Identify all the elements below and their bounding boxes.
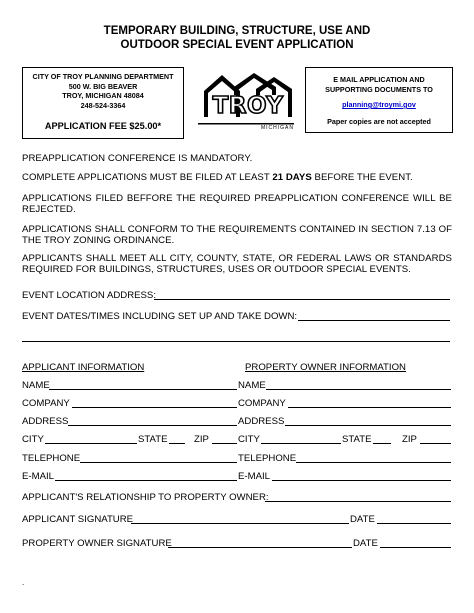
troy-logo-word: TROY	[212, 93, 284, 119]
application-fee: APPLICATION FEE $25.00*	[44, 121, 162, 131]
applicant-signature-label: APPLICANT SIGNATURE	[22, 514, 134, 525]
department-street: 500 W. BIG BEAVER	[68, 81, 138, 91]
owner-name-field[interactable]	[266, 389, 451, 390]
owner-address-field[interactable]	[285, 425, 451, 426]
email-instructions-line2: SUPPORTING DOCUMENTS TO	[325, 84, 433, 94]
applicant-date-field[interactable]	[377, 523, 451, 524]
notice-filing-deadline	[22, 172, 452, 183]
notice-filing-text-b: BEFORE THE EVENT.	[311, 172, 413, 183]
notice-conform-line1: APPLICATIONS SHALL CONFORM TO THE REQUIREMENTS CONTAINED IN SECTION 7.13 OF	[22, 224, 452, 235]
troy-logo	[198, 71, 294, 133]
relationship-field[interactable]	[265, 501, 451, 502]
troy-logo-subtitle: MICHIGAN	[261, 125, 294, 131]
notice-filing-text-a: COMPLETE APPLICATIONS MUST BE FILED AT LEAST	[22, 172, 273, 183]
event-location-field[interactable]	[154, 299, 450, 300]
event-dates-label: EVENT DATES/TIMES INCLUDING SET UP AND TAKE DOWN:	[22, 311, 298, 322]
notice-rejected-line1: APPLICATIONS FILED BEFFORE THE REQUIRED PREAPPLICATION CONFERENCE WILL BE	[22, 193, 452, 204]
event-location-label: EVENT LOCATION ADDRESS:	[22, 290, 156, 301]
relationship-label: APPLICANT'S RELATIONSHIP TO PROPERTY OWNER:	[22, 492, 269, 503]
applicant-address-label: ADDRESS	[22, 416, 69, 427]
owner-zip-field[interactable]	[420, 443, 451, 444]
applicant-telephone-label: TELEPHONE	[22, 453, 81, 464]
notice-rejected-line2: REJECTED.	[22, 204, 76, 215]
owner-name-label: NAME	[238, 380, 266, 391]
owner-signature-field[interactable]	[168, 547, 352, 548]
department-phone: 248-524-3364	[80, 100, 126, 110]
applicant-heading: APPLICANT INFORMATION	[22, 362, 145, 373]
owner-date-label: DATE	[353, 538, 378, 549]
applicant-telephone-field[interactable]	[80, 462, 237, 463]
owner-email-label: E-MAIL	[238, 471, 270, 482]
owner-date-field[interactable]	[380, 547, 451, 548]
applicant-address-field[interactable]	[68, 425, 237, 426]
applicant-name-field[interactable]	[49, 389, 237, 390]
notice-laws-line1: APPLICANTS SHALL MEET ALL CITY, COUNTY, STATE, OR FEDERAL LAWS OR STANDARDS	[22, 253, 452, 264]
owner-city-field[interactable]	[261, 443, 341, 444]
event-dates-field-line2[interactable]	[22, 341, 450, 342]
owner-telephone-label: TELEPHONE	[238, 453, 297, 464]
form-title-line2: OUTDOOR SPECIAL EVENT APPLICATION	[120, 39, 354, 51]
notice-laws-line2: REQUIRED FOR BUILDINGS, STRUCTURES, USES OR OUTDOOR SPECIAL EVENTS.	[22, 264, 411, 275]
email-instructions-box	[305, 67, 453, 133]
applicant-zip-label: ZIP	[194, 434, 209, 445]
applicant-zip-field[interactable]	[212, 443, 237, 444]
applicant-city-field[interactable]	[45, 443, 137, 444]
applicant-company-label: COMPANY	[22, 398, 70, 409]
owner-company-label: COMPANY	[238, 398, 286, 409]
applicant-name-label: NAME	[22, 380, 50, 391]
owner-company-field[interactable]	[288, 407, 451, 408]
owner-telephone-field[interactable]	[296, 462, 451, 463]
department-city: TROY, MICHIGAN 48084	[62, 91, 144, 100]
owner-zip-label: ZIP	[402, 434, 417, 445]
event-dates-field[interactable]	[298, 320, 450, 321]
applicant-date-label: DATE	[350, 514, 375, 525]
footer-dot: .	[22, 578, 25, 587]
paper-copies-note: Paper copies are not accepted	[327, 116, 431, 126]
applicant-company-field[interactable]	[72, 407, 237, 408]
owner-city-label: CITY	[238, 434, 260, 445]
form-title-line1: TEMPORARY BUILDING, STRUCTURE, USE AND	[103, 25, 371, 37]
owner-state-label: STATE	[342, 434, 372, 445]
applicant-city-label: CITY	[22, 434, 44, 445]
applicant-state-field[interactable]	[169, 443, 185, 444]
email-link-wrap	[306, 100, 452, 110]
email-link[interactable]: planning@troymi.gov	[342, 100, 416, 109]
notice-conform-line2: THE TROY ZONING ORDINANCE.	[22, 235, 175, 246]
notice-filing-days: 21 DAYS	[272, 172, 312, 183]
owner-heading: PROPERTY OWNER INFORMATION	[245, 362, 406, 373]
applicant-state-label: STATE	[138, 434, 168, 445]
applicant-email-label: E-MAIL	[22, 471, 54, 482]
owner-address-label: ADDRESS	[238, 416, 285, 427]
email-instructions-line1: E MAIL APPLICATION AND	[333, 75, 425, 84]
notice-preapplication: PREAPPLICATION CONFERENCE IS MANDATORY.	[22, 153, 253, 164]
applicant-signature-field[interactable]	[131, 523, 349, 524]
applicant-email-field[interactable]	[55, 480, 237, 481]
department-name: CITY OF TROY PLANNING DEPARTMENT	[32, 72, 174, 81]
owner-signature-label: PROPERTY OWNER SIGNATURE	[22, 538, 172, 549]
owner-state-field[interactable]	[373, 443, 391, 444]
owner-email-field[interactable]	[272, 480, 451, 481]
department-info-box	[22, 67, 184, 139]
